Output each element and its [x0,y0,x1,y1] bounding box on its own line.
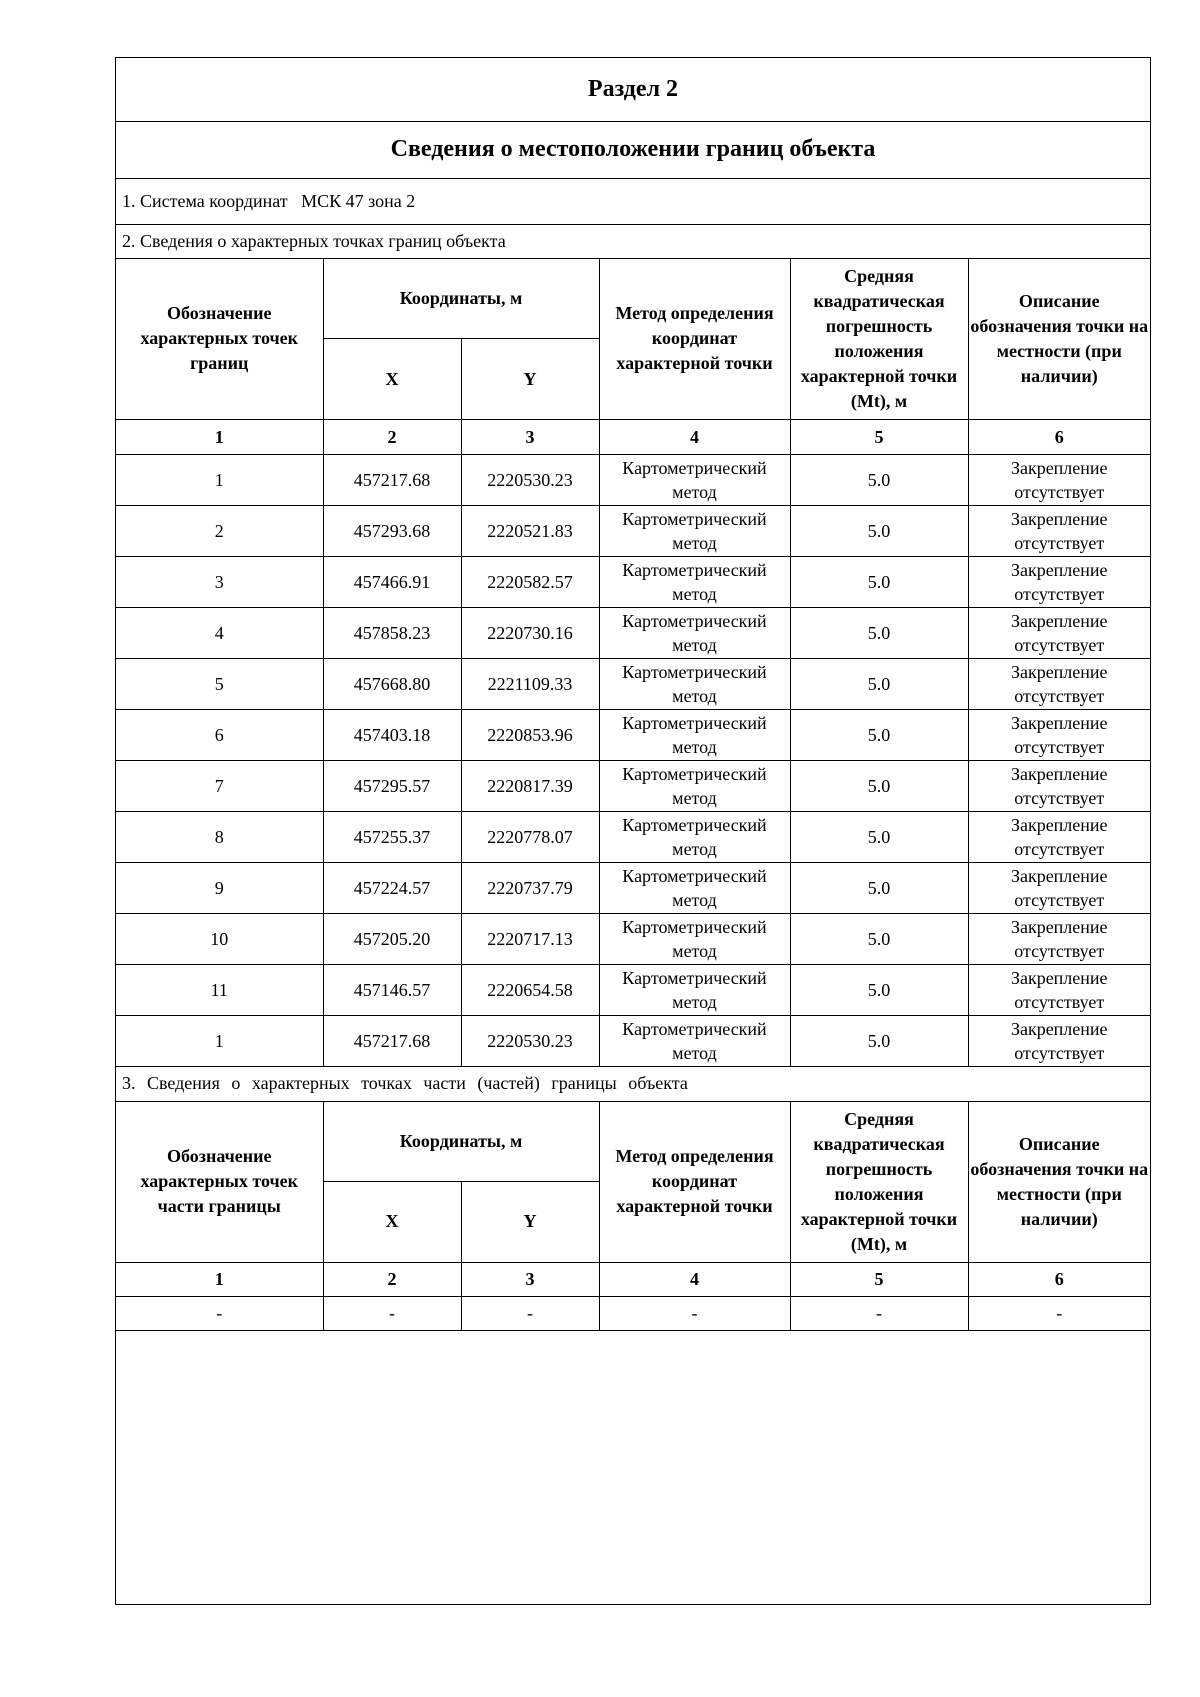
t1-header-description: Описание обозначения точки на местности (при наличии) [968,259,1150,420]
t2-cell: - [323,1296,461,1330]
mt-cell: 5.0 [790,812,968,863]
col-number: 2 [323,1262,461,1296]
t1-header-mt: Средняя квадратическая погрешность положения характерной точки (Mt), м [790,259,968,420]
y-coord-cell: 2220582.57 [461,557,599,608]
mt-cell: 5.0 [790,1016,968,1067]
method-cell: Картометрический метод [599,710,790,761]
mt-cell: 5.0 [790,710,968,761]
x-coord-cell: 457217.68 [323,455,461,506]
t1-header-coords: Координаты, м [323,259,599,339]
point-id-cell: 8 [116,812,323,863]
t1-header-point-label: Обозначение характерных точек границ [116,259,323,420]
t2-header-coords: Координаты, м [323,1101,599,1181]
t2-cell: - [461,1296,599,1330]
point-row [116,812,1150,863]
point-id-cell: 4 [116,608,323,659]
t2-cell: - [968,1296,1150,1330]
parts-section [116,1067,1150,1331]
col-number: 4 [599,420,790,455]
t1-header-x: X [323,339,461,420]
mt-cell: 5.0 [790,506,968,557]
x-coord-cell: 457858.23 [323,608,461,659]
t2-cell: - [790,1296,968,1330]
method-cell: Картометрический метод [599,863,790,914]
x-coord-cell: 457255.37 [323,812,461,863]
y-coord-cell: 2221109.33 [461,659,599,710]
t2-row [116,1296,1150,1330]
point-row [116,710,1150,761]
y-coord-cell: 2220778.07 [461,812,599,863]
description-cell: Закрепление отсутствует [968,659,1150,710]
t2-header-y: Y [461,1181,599,1262]
description-cell: Закрепление отсутствует [968,965,1150,1016]
x-coord-cell: 457295.57 [323,761,461,812]
method-cell: Картометрический метод [599,455,790,506]
method-cell: Картометрический метод [599,659,790,710]
mt-cell: 5.0 [790,557,968,608]
description-cell: Закрепление отсутствует [968,455,1150,506]
x-coord-cell: 457205.20 [323,914,461,965]
parts-section-title: 3. Сведения о характерных точках части (частей) границы объекта [116,1067,1150,1101]
x-coord-cell: 457668.80 [323,659,461,710]
x-coord-cell: 457293.68 [323,506,461,557]
description-cell: Закрепление отсутствует [968,506,1150,557]
point-row [116,914,1150,965]
coord-system-value: МСК 47 зона 2 [301,190,416,211]
point-id-cell: 1 [116,455,323,506]
col-number: 6 [968,1262,1150,1296]
coord-system-label: 1. Система координат [122,190,288,211]
point-id-cell: 1 [116,1016,323,1067]
t2-header-x: X [323,1181,461,1262]
t2-cell: - [599,1296,790,1330]
y-coord-cell: 2220730.16 [461,608,599,659]
point-row [116,659,1150,710]
method-cell: Картометрический метод [599,1016,790,1067]
t1-header-y: Y [461,339,599,420]
document-sheet [115,57,1151,1605]
y-coord-cell: 2220654.58 [461,965,599,1016]
mt-cell: 5.0 [790,608,968,659]
x-coord-cell: 457403.18 [323,710,461,761]
mt-cell: 5.0 [790,914,968,965]
y-coord-cell: 2220717.13 [461,914,599,965]
description-cell: Закрепление отсутствует [968,761,1150,812]
col-number: 1 [116,420,323,455]
coord-system-line [116,178,1150,224]
point-id-cell: 3 [116,557,323,608]
t2-column-numbers [116,1262,1150,1296]
mt-cell: 5.0 [790,863,968,914]
method-cell: Картометрический метод [599,761,790,812]
mt-cell: 5.0 [790,965,968,1016]
point-row [116,557,1150,608]
col-number: 5 [790,1262,968,1296]
mt-cell: 5.0 [790,455,968,506]
y-coord-cell: 2220817.39 [461,761,599,812]
description-cell: Закрепление отсутствует [968,812,1150,863]
description-cell: Закрепление отсутствует [968,914,1150,965]
point-row [116,965,1150,1016]
col-number: 6 [968,420,1150,455]
point-row [116,455,1150,506]
col-number: 1 [116,1262,323,1296]
t2-header-point-label: Обозначение характерных точек части границы [116,1101,323,1262]
point-row [116,506,1150,557]
t2-header-method: Метод определения координат характерной точки [599,1101,790,1262]
description-cell: Закрепление отсутствует [968,557,1150,608]
mt-cell: 5.0 [790,659,968,710]
t2-cell: - [116,1296,323,1330]
y-coord-cell: 2220521.83 [461,506,599,557]
col-number: 2 [323,420,461,455]
point-row [116,863,1150,914]
t1-header-method: Метод определения координат характерной точки [599,259,790,420]
section-title: Раздел 2 [116,58,1150,121]
col-number: 3 [461,1262,599,1296]
y-coord-cell: 2220853.96 [461,710,599,761]
method-cell: Картометрический метод [599,557,790,608]
point-id-cell: 2 [116,506,323,557]
x-coord-cell: 457146.57 [323,965,461,1016]
mt-cell: 5.0 [790,761,968,812]
col-number: 3 [461,420,599,455]
method-cell: Картометрический метод [599,608,790,659]
x-coord-cell: 457466.91 [323,557,461,608]
section-layout [116,58,1150,259]
section-subtitle: Сведения о местоположении границ объекта [116,121,1150,178]
method-cell: Картометрический метод [599,965,790,1016]
point-id-cell: 7 [116,761,323,812]
x-coord-cell: 457217.68 [323,1016,461,1067]
y-coord-cell: 2220530.23 [461,1016,599,1067]
t1-column-numbers [116,420,1150,455]
method-cell: Картометрический метод [599,812,790,863]
points-section-title: 2. Сведения о характерных точках границ объекта [116,224,1150,258]
point-id-cell: 10 [116,914,323,965]
point-id-cell: 5 [116,659,323,710]
y-coord-cell: 2220737.79 [461,863,599,914]
description-cell: Закрепление отсутствует [968,1016,1150,1067]
points-table [116,259,1150,1068]
col-number: 5 [790,420,968,455]
x-coord-cell: 457224.57 [323,863,461,914]
point-row [116,761,1150,812]
t2-header-mt: Средняя квадратическая погрешность положения характерной точки (Mt), м [790,1101,968,1262]
point-row [116,608,1150,659]
description-cell: Закрепление отсутствует [968,863,1150,914]
point-id-cell: 9 [116,863,323,914]
point-id-cell: 11 [116,965,323,1016]
point-id-cell: 6 [116,710,323,761]
description-cell: Закрепление отсутствует [968,608,1150,659]
y-coord-cell: 2220530.23 [461,455,599,506]
t2-header-description: Описание обозначения точки на местности (при наличии) [968,1101,1150,1262]
description-cell: Закрепление отсутствует [968,710,1150,761]
method-cell: Картометрический метод [599,914,790,965]
point-row [116,1016,1150,1067]
col-number: 4 [599,1262,790,1296]
method-cell: Картометрический метод [599,506,790,557]
